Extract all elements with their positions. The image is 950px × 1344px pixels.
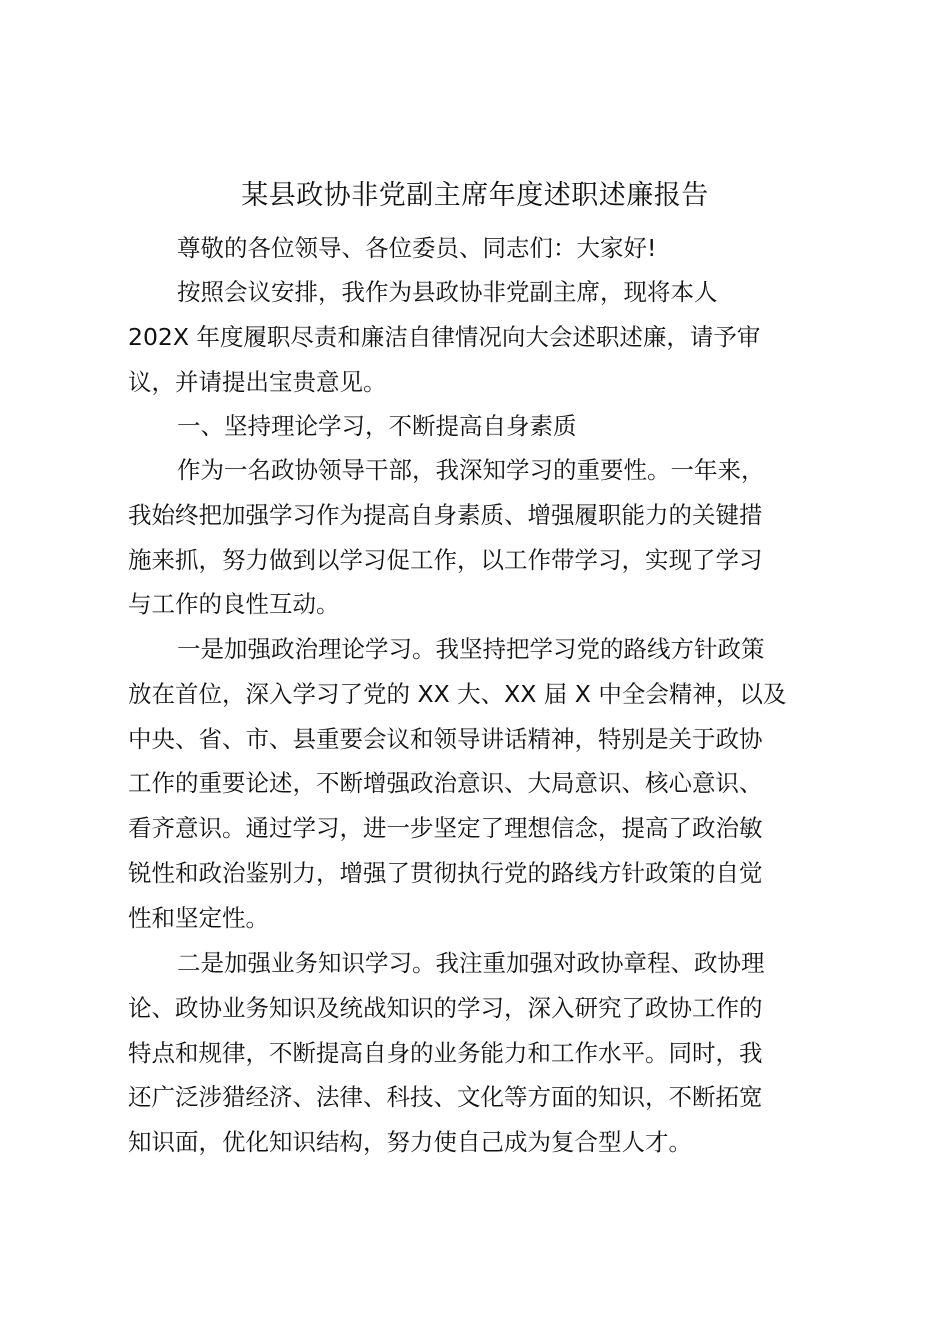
paragraph-line: 作为一名政协领导干部，我深知学习的重要性。一年来， <box>177 456 765 484</box>
paragraph-line: 还广泛涉猎经济、法律、科技、文化等方面的知识，不断拓宽 <box>128 1083 763 1112</box>
paragraph-line: 放在首位，深入学习了党的 XX 大、XX 届 X 中全会精神，以及 <box>128 679 787 708</box>
paragraph-line: 知识面，优化知识结构，努力使自己成为复合型人才。 <box>128 1128 692 1157</box>
paragraph-line: 工作的重要论述，不断增强政治意识、大局意识、核心意识、 <box>128 769 763 798</box>
paragraph-line: 特点和规律，不断提高自身的业务能力和工作水平。同时，我 <box>128 1038 763 1067</box>
paragraph-line: 按照会议安排，我作为县政协非党副主席，现将本人 <box>177 278 718 306</box>
intro-paragraph <box>128 270 760 404</box>
paragraph-line: 议，并请提出宝贵意见。 <box>128 367 387 396</box>
paragraph-line: 我始终把加强学习作为提高自身素质、增强履职能力的关键措 <box>128 500 763 529</box>
paragraph-line: 锐性和政治鉴别力，增强了贯彻执行党的路线方针政策的自觉 <box>128 858 763 887</box>
paragraph-line: 看齐意识。通过学习，进一步坚定了理想信念，提高了政治敏 <box>128 814 763 843</box>
business-knowledge-paragraph <box>128 941 765 1165</box>
document-title: 某县政协非党副主席年度述职述廉报告 <box>241 180 709 211</box>
paragraph-line: 与工作的良性互动。 <box>128 590 340 619</box>
paragraph-line: 中央、省、市、县重要会议和领导讲话精神，特别是关于政协 <box>128 724 763 753</box>
paragraph-line: 202X 年度履职尽责和廉洁自律情况向大会述职述廉，请予审 <box>128 322 761 351</box>
paragraph-line: 一、坚持理论学习，不断提高自身素质 <box>177 412 577 440</box>
study-paragraph <box>128 448 765 627</box>
paragraph-line: 二是加强业务知识学习。我注重加强对政协章程、政协理 <box>177 949 765 977</box>
paragraph-line: 性和坚定性。 <box>128 903 269 932</box>
paragraph-line: 施来抓，努力做到以学习促工作，以工作带学习，实现了学习 <box>128 545 763 574</box>
paragraph-line: 论、政协业务知识及统战知识的学习，深入研究了政协工作的 <box>128 993 763 1022</box>
political-theory-paragraph <box>128 627 786 941</box>
paragraph-line: 尊敬的各位领导、各位委员、同志们：大家好! <box>177 234 657 262</box>
salutation-paragraph <box>128 226 656 271</box>
paragraph-line: 一是加强政治理论学习。我坚持把学习党的路线方针政策 <box>177 635 765 663</box>
section-heading-1 <box>128 404 577 449</box>
